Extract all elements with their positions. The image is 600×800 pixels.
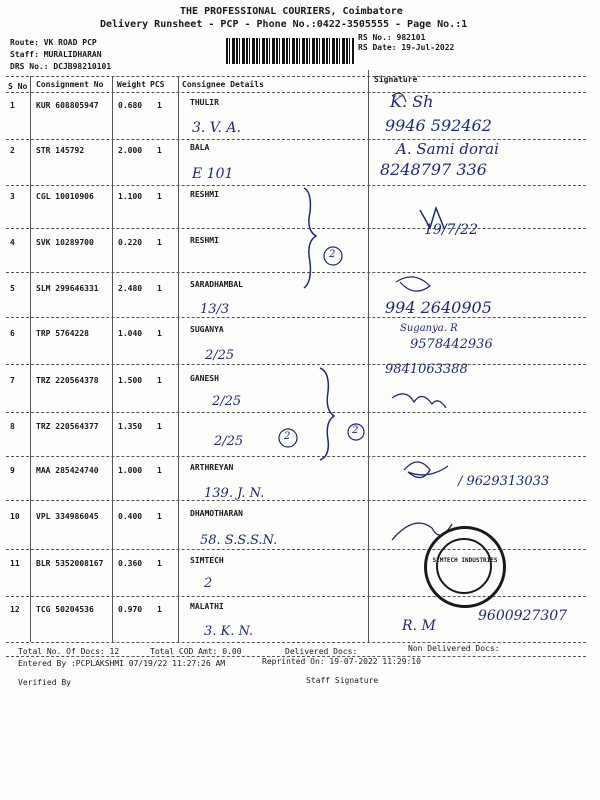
consignee-name: SARADHAMBAL [190, 280, 243, 289]
weight-value: 1.040 [118, 329, 143, 338]
pcs-value: 1 [157, 238, 162, 247]
col-weight: Weight [117, 80, 146, 89]
row-sno: 9 [10, 466, 15, 475]
row-sno: 8 [10, 422, 15, 431]
handwritten-signature: Suganya. R [400, 323, 458, 334]
handwritten-address: E 101 [192, 166, 234, 182]
rs-number: RS No.: 982101 [358, 33, 426, 42]
row-sno: 5 [10, 284, 15, 293]
pcs-value: 1 [157, 146, 162, 155]
handwritten-address: 2 [204, 576, 213, 591]
circle-mark: 2 [329, 249, 336, 260]
row-sno: 1 [10, 101, 15, 110]
consignment-number: TRZ 220564378 [36, 376, 99, 385]
handwritten-phone: 9578442936 [410, 337, 493, 352]
document-title: THE PROFESSIONAL COURIERS, Coimbatore [180, 6, 403, 17]
row-sno: 11 [10, 559, 20, 568]
total-cod: Total COD Amt: 0.00 [150, 647, 242, 656]
consignment-number: BLR 5352008167 [36, 559, 104, 568]
row-sno: 3 [10, 192, 15, 201]
entered-by: Entered By :PCPLAKSHMI 07/19/22 11:27:26 AM [18, 659, 226, 668]
consignment-number: SVK 10289700 [36, 238, 94, 247]
col-consignment: Consignment No [36, 80, 104, 89]
pcs-value: 1 [157, 101, 162, 110]
weight-value: 0.400 [118, 512, 143, 521]
weight-value: 1.500 [118, 376, 143, 385]
consignment-number: STR 145792 [36, 146, 85, 155]
col-signature: Signature [374, 75, 418, 84]
handwritten-address: 2/25 [214, 434, 244, 449]
document-subtitle: Delivery Runsheet - PCP - Phone No.:0422-3505555 - Page No.:1 [100, 19, 468, 30]
row-sno: 7 [10, 376, 15, 385]
row-sno: 12 [10, 605, 20, 614]
consignee-name: MALATHI [190, 602, 224, 611]
staff-signature-label: Staff Signature [306, 676, 379, 685]
consignee-name: GANESH [190, 374, 219, 383]
weight-value: 0.970 [118, 605, 143, 614]
col-pcs: PCS [150, 80, 165, 89]
pcs-value: 1 [157, 559, 162, 568]
circle-mark: 2 [352, 425, 359, 436]
row-sno: 4 [10, 238, 15, 247]
handwritten-address: 139. J. N. [204, 486, 265, 501]
circle-mark: 2 [284, 431, 291, 442]
handwritten-signature: R. M [402, 618, 436, 634]
company-stamp [424, 526, 506, 608]
row-sno: 2 [10, 146, 15, 155]
pcs-value: 1 [157, 605, 162, 614]
rs-date: RS Date: 19-Jul-2022 [358, 43, 455, 52]
row-sno: 6 [10, 329, 15, 338]
consignment-number: KUR 608805947 [36, 101, 99, 110]
weight-value: 1.350 [118, 422, 143, 431]
handwritten-address: 58. S.S.S.N. [200, 533, 278, 548]
handwritten-address: 2/25 [212, 394, 242, 409]
consignment-number: CGL 10010906 [36, 192, 94, 201]
staff-label: Staff: MURALIDHARAN [10, 50, 102, 59]
consignee-name: BALA [190, 143, 210, 152]
consignment-number: TRP 5764228 [36, 329, 89, 338]
consignment-number: TRZ 220564377 [36, 422, 99, 431]
pcs-value: 1 [157, 466, 162, 475]
handwritten-address: 2/25 [205, 348, 235, 363]
pcs-value: 1 [157, 512, 162, 521]
total-docs: Total No. Of Docs: 12 [18, 647, 120, 656]
handwritten-address: 3. V. A. [192, 120, 241, 136]
weight-value: 0.680 [118, 101, 143, 110]
consignee-name: SIMTECH [190, 556, 224, 565]
pcs-value: 1 [157, 376, 162, 385]
consignee-name: SUGANYA [190, 325, 224, 334]
row-sno: 10 [10, 512, 20, 521]
pcs-value: 1 [157, 422, 162, 431]
handwritten-phone: 994 2640905 [385, 298, 492, 317]
handwritten-signature: K. Sh [390, 92, 434, 111]
handwritten-phone: 9600927307 [478, 608, 568, 624]
col-sno: S No [8, 82, 28, 91]
consignee-name: RESHMI [190, 236, 219, 245]
pcs-value: 1 [157, 284, 162, 293]
handwritten-signature: A. Sami dorai [396, 140, 499, 158]
route-label: Route: VK ROAD PCP [10, 38, 97, 47]
handwritten-phone: 9946 592462 [385, 116, 492, 135]
handwritten-phone: 8248797 336 [380, 160, 487, 179]
consignee-name: DHAMOTHARAN [190, 509, 243, 518]
consignment-number: TCG 50204536 [36, 605, 94, 614]
consignee-name: ARTHREYAN [190, 463, 234, 472]
handwritten-date: 19/7/22 [424, 222, 478, 238]
stamp-text: SIMTECH INDUSTRIES [432, 557, 498, 564]
pcs-value: 1 [157, 192, 162, 201]
weight-value: 0.220 [118, 238, 143, 247]
pcs-value: 1 [157, 329, 162, 338]
weight-value: 1.100 [118, 192, 143, 201]
delivered-docs: Delivered Docs: [285, 647, 358, 656]
col-consignee: Consignee Details [182, 80, 264, 89]
consignment-number: VPL 334986045 [36, 512, 99, 521]
verified-by: Verified By [18, 678, 71, 687]
handwritten-address: 13/3 [200, 302, 230, 317]
weight-value: 2.000 [118, 146, 143, 155]
non-delivered-docs: Non Delivered Docs: [408, 644, 500, 653]
reprinted-on: Reprinted On: 19-07-2022 11:29:10 [262, 657, 421, 666]
handwritten-phone: 9841063388 [385, 362, 468, 377]
consignment-number: MAA 285424740 [36, 466, 99, 475]
weight-value: 2.480 [118, 284, 143, 293]
drs-number: DRS No.: DCJB98210101 [10, 62, 112, 71]
consignment-number: SLM 299646331 [36, 284, 99, 293]
handwritten-address: 3. K. N. [204, 624, 254, 639]
handwritten-phone: / 9629313033 [458, 474, 550, 489]
weight-value: 0.360 [118, 559, 143, 568]
consignee-name: THULIR [190, 98, 219, 107]
consignee-name: RESHMI [190, 190, 219, 199]
weight-value: 1.000 [118, 466, 143, 475]
